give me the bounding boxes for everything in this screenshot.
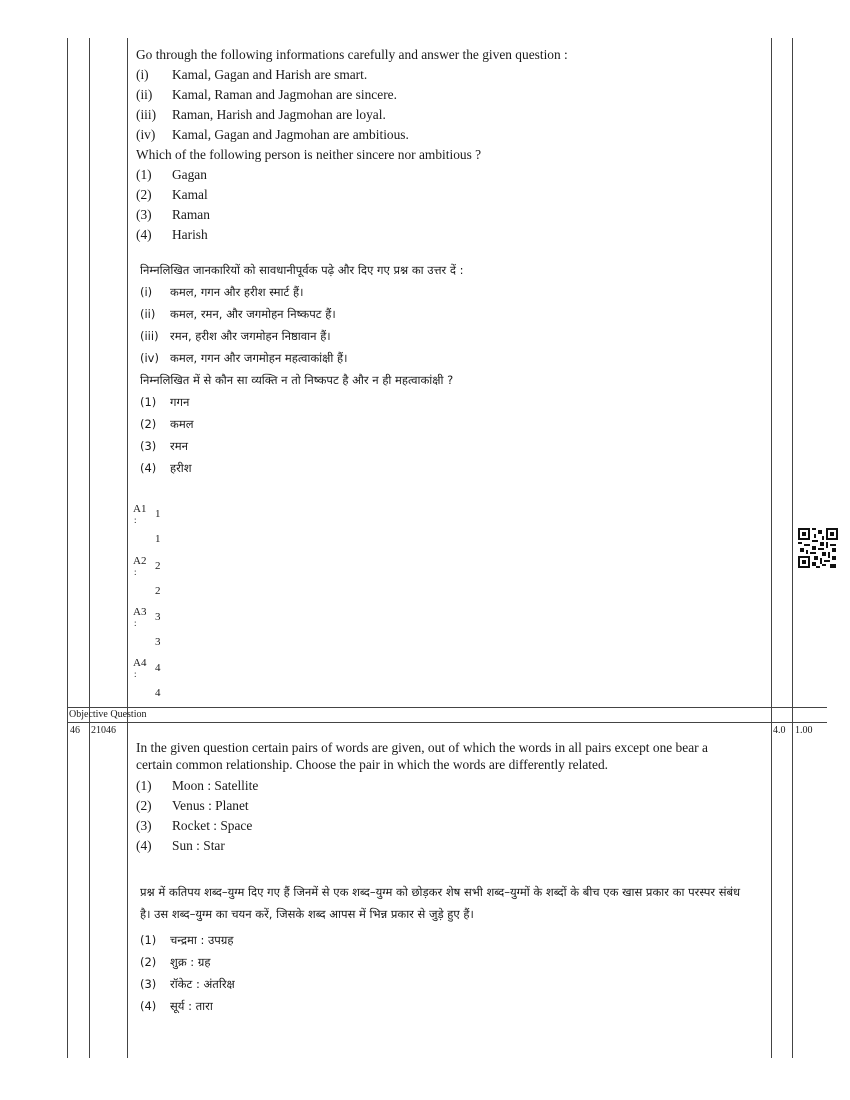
row-divider-top xyxy=(67,707,827,708)
q46-option: (2) Venus : Planet xyxy=(136,798,249,813)
q45-statement: (ii) Kamal, Raman and Jagmohan are sincere. xyxy=(136,87,397,102)
question-negative-marks: 1.00 xyxy=(795,725,813,736)
table-border-serial xyxy=(89,38,90,1058)
answer-label: A3 xyxy=(133,606,147,618)
q45-statement: (iv) Kamal, Gagan and Jagmohan are ambitious. xyxy=(136,127,409,142)
q46-english-block xyxy=(136,739,746,856)
q45-hindi-statement: (i) कमल, गगन और हरीश स्मार्ट हैं। xyxy=(140,285,304,299)
q45-hindi-intro: निम्नलिखित जानकारियों को सावधानीपूर्वक पढ़े और दिए गए प्रश्न का उत्तर दें : xyxy=(140,263,464,277)
q45-hindi-option: (4) हरीश xyxy=(140,461,192,475)
q45-option: (1) Gagan xyxy=(136,167,207,182)
q46-hindi-option: (3) रॉकेट : अंतरिक्ष xyxy=(140,977,235,991)
table-border-left xyxy=(67,38,68,1058)
answer-value: 1 xyxy=(155,533,161,545)
q45-option: (3) Raman xyxy=(136,207,210,222)
q45-hindi-option: (3) रमन xyxy=(140,439,188,453)
answer-value: 4 xyxy=(155,662,161,674)
question-marks: 4.0 xyxy=(773,725,786,736)
answer-value: 3 xyxy=(155,636,161,648)
q46-hindi-block xyxy=(140,881,750,1017)
q45-statement: (iii) Raman, Harish and Jagmohan are loyal. xyxy=(136,107,386,122)
table-border-question xyxy=(771,38,772,1058)
answer-label: A1 xyxy=(133,503,147,515)
qr-code-icon xyxy=(798,528,838,568)
answer-colon: : xyxy=(134,567,137,577)
q46-hindi-option: (1) चन्द्रमा : उपग्रह xyxy=(140,933,234,947)
q46-option: (3) Rocket : Space xyxy=(136,818,253,833)
q46-hindi-question: प्रश्न में कतिपय शब्द–युग्म दिए गए हैं जिनमें से एक शब्द–युग्म को छोड़कर शेष सभी शब्द–युग्मों के शब्दों के बीच एक खास प्रकार का परस्पर संबंध है। उस शब्द–युग्म का चयन करें, जिसके शब्द आपस में भिन्न प्रकार से जुड़े हुए हैं। xyxy=(140,885,741,921)
answer-colon: : xyxy=(134,618,137,628)
table-border-id xyxy=(127,38,128,1058)
question-id: 21046 xyxy=(91,725,116,736)
answer-colon: : xyxy=(134,515,137,525)
row-divider-bottom xyxy=(67,722,827,723)
answer-label: A4 xyxy=(133,657,147,669)
table-border-marks xyxy=(792,38,793,1058)
q46-hindi-option: (2) शुक्र : ग्रह xyxy=(140,955,211,969)
q45-hindi-question: निम्नलिखित में से कौन सा व्यक्ति न तो निष्कपट है और न ही महत्वाकांक्षी ? xyxy=(140,373,454,387)
q46-question: In the given question certain pairs of words are given, out of which the words in all pairs except one bear a certain common relationship. Choose the pair in which the words are differently related. xyxy=(136,740,708,772)
answer-value: 1 xyxy=(155,508,161,520)
answer-colon: : xyxy=(134,669,137,679)
q46-hindi-option: (4) सूर्य : तारा xyxy=(140,999,213,1013)
q45-statement: (i) Kamal, Gagan and Harish are smart. xyxy=(136,67,368,82)
q45-hindi-option: (1) गगन xyxy=(140,395,190,409)
q46-option: (1) Moon : Satellite xyxy=(136,778,259,793)
q45-hindi-block xyxy=(140,259,750,479)
answer-value: 4 xyxy=(155,687,161,699)
answer-label: A2 xyxy=(133,555,147,567)
q45-option: (4) Harish xyxy=(136,227,208,242)
q45-hindi-statement: (ii) कमल, रमन, और जगमोहन निष्कपट हैं। xyxy=(140,307,336,321)
q45-intro: Go through the following informations carefully and answer the given question : xyxy=(136,47,568,62)
question-serial: 46 xyxy=(70,725,80,736)
section-label: Objective Question xyxy=(69,709,147,720)
answer-value: 2 xyxy=(155,585,161,597)
answer-value: 3 xyxy=(155,611,161,623)
q46-option: (4) Sun : Star xyxy=(136,838,225,853)
q45-hindi-option: (2) कमल xyxy=(140,417,194,431)
q45-hindi-statement: (iv) कमल, गगन और जगमोहन महत्वाकांक्षी हैं। xyxy=(140,351,348,365)
q45-option: (2) Kamal xyxy=(136,187,208,202)
q45-hindi-statement: (iii) रमन, हरीश और जगमोहन निष्ठावान हैं। xyxy=(140,329,331,343)
q45-english-block xyxy=(136,45,746,245)
answer-value: 2 xyxy=(155,560,161,572)
q45-question: Which of the following person is neither sincere nor ambitious ? xyxy=(136,147,482,162)
